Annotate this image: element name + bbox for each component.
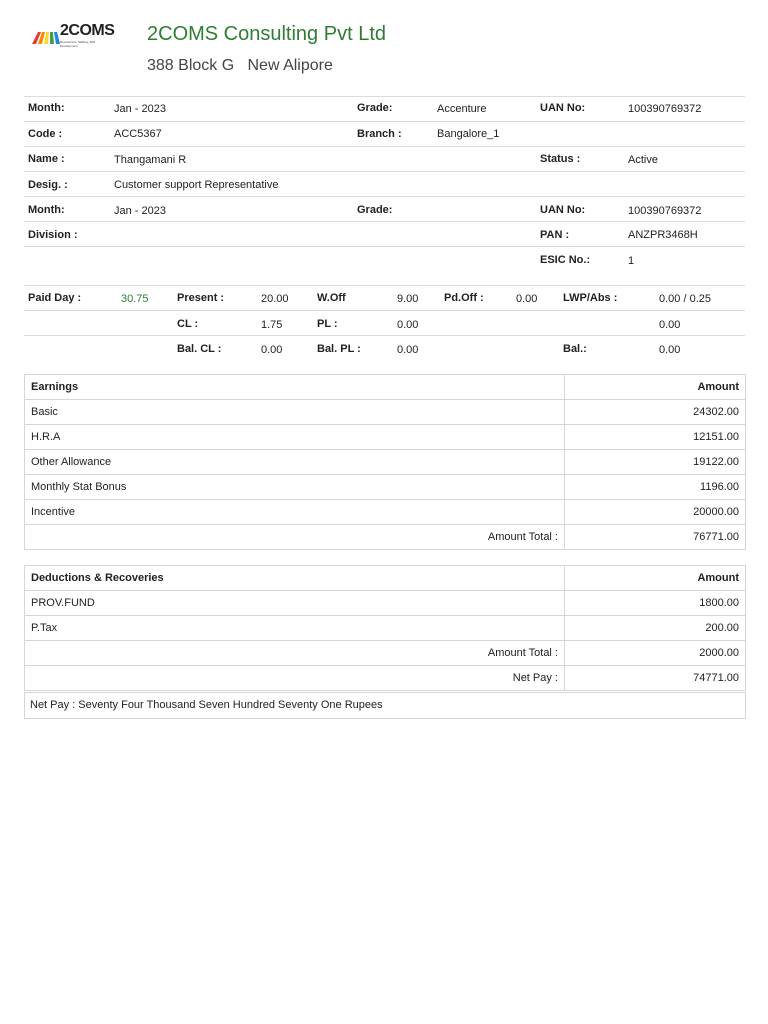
paid-day-label: Paid Day : — [28, 292, 82, 304]
month2-label: Month: — [28, 204, 65, 216]
month-label: Month: — [28, 102, 65, 114]
balcl-value: 0.00 — [261, 344, 283, 356]
deductions-header: Deductions & Recoveries — [25, 566, 565, 591]
pl-label: PL : — [317, 318, 338, 330]
desig-value: Customer support Representative — [114, 179, 279, 191]
attendance-row-3 — [24, 335, 745, 361]
info-row-desig — [24, 171, 745, 197]
status-label: Status : — [540, 153, 581, 165]
code-label: Code : — [28, 128, 63, 140]
table-row — [25, 425, 746, 450]
deduction-name: P.Tax — [25, 616, 565, 641]
pl-value: 0.00 — [397, 319, 419, 331]
table-row — [25, 400, 746, 425]
deductions-total-row — [25, 641, 746, 666]
info-row-name — [24, 146, 745, 172]
table-row — [25, 591, 746, 616]
table-row — [25, 475, 746, 500]
earning-name: Incentive — [25, 500, 565, 525]
pan-label: PAN : — [540, 229, 570, 241]
grade2-label: Grade: — [357, 204, 393, 216]
net-pay-row — [25, 666, 746, 691]
earning-amount: 1196.00 — [565, 475, 746, 500]
deduction-amount: 1800.00 — [565, 591, 746, 616]
earning-amount: 20000.00 — [565, 500, 746, 525]
deductions-amount-header: Amount — [565, 566, 746, 591]
uan-value: 100390769372 — [628, 103, 702, 115]
desig-label: Desig. : — [28, 179, 68, 191]
info-row-division — [24, 221, 745, 247]
uan-label: UAN No: — [540, 102, 586, 114]
lwp-label: LWP/Abs : — [563, 292, 618, 304]
logo-tagline: Recruitment, Staffing, Skill Development — [60, 40, 96, 48]
earnings-total-label: Amount Total : — [25, 525, 565, 550]
earning-name: Basic — [25, 400, 565, 425]
woff-value: 9.00 — [397, 293, 419, 305]
pdoff-label: Pd.Off : — [444, 292, 484, 304]
deductions-total-value: 2000.00 — [565, 641, 746, 666]
earnings-header: Earnings — [25, 375, 565, 400]
uan2-label: UAN No: — [540, 204, 586, 216]
uan2-value: 100390769372 — [628, 205, 702, 217]
cl-value: 1.75 — [261, 319, 283, 331]
earnings-total-value: 76771.00 — [565, 525, 746, 550]
earning-amount: 12151.00 — [565, 425, 746, 450]
deductions-total-label: Amount Total : — [25, 641, 565, 666]
deductions-header-row — [25, 566, 746, 591]
earning-amount: 19122.00 — [565, 450, 746, 475]
earning-name: Monthly Stat Bonus — [25, 475, 565, 500]
table-row — [25, 450, 746, 475]
logo-text: 2COMS — [60, 22, 115, 39]
earnings-table — [24, 374, 746, 550]
table-row — [25, 616, 746, 641]
present-value: 20.00 — [261, 293, 289, 305]
logo-mark-icon — [30, 24, 60, 46]
pan-value: ANZPR3468H — [628, 229, 698, 241]
company-name: 2COMS Consulting Pvt Ltd — [147, 23, 386, 45]
grade-label: Grade: — [357, 102, 393, 114]
present-label: Present : — [177, 292, 225, 304]
table-row — [25, 500, 746, 525]
header — [0, 0, 768, 90]
lwp-value: 0.00 / 0.25 — [659, 293, 711, 305]
branch-value: Bangalore_1 — [437, 128, 500, 140]
info-row-esic — [24, 246, 745, 285]
extra-value: 0.00 — [659, 319, 681, 331]
info-row-month — [24, 96, 745, 122]
balcl-label: Bal. CL : — [177, 343, 222, 355]
bal-value: 0.00 — [659, 344, 681, 356]
company-address: 388 Block G New Alipore — [147, 57, 333, 74]
earnings-header-row — [25, 375, 746, 400]
cl-label: CL : — [177, 318, 199, 330]
name-label: Name : — [28, 153, 65, 165]
attendance-row-2 — [24, 310, 745, 336]
pdoff-value: 0.00 — [516, 293, 538, 305]
info-row-code — [24, 121, 745, 147]
earning-amount: 24302.00 — [565, 400, 746, 425]
earning-name: H.R.A — [25, 425, 565, 450]
info-row-month-2 — [24, 196, 745, 222]
status-value: Active — [628, 154, 658, 166]
net-pay-words: Net Pay : Seventy Four Thousand Seven Hundred Seventy One Rupees — [30, 699, 383, 711]
balpl-label: Bal. PL : — [317, 343, 361, 355]
branch-label: Branch : — [357, 128, 402, 140]
company-logo — [30, 20, 115, 50]
bal-label: Bal.: — [563, 343, 587, 355]
earning-name: Other Allowance — [25, 450, 565, 475]
net-pay-value: 74771.00 — [565, 666, 746, 691]
deductions-table — [24, 565, 746, 691]
name-value: Thangamani R — [114, 154, 187, 166]
net-pay-label: Net Pay : — [25, 666, 565, 691]
earnings-total-row — [25, 525, 746, 550]
paid-day-value: 30.75 — [121, 293, 149, 305]
grade-value: Accenture — [437, 103, 487, 115]
balpl-value: 0.00 — [397, 344, 419, 356]
net-pay-words-box — [24, 692, 746, 719]
division-label: Division : — [28, 229, 78, 241]
month-value: Jan - 2023 — [114, 103, 166, 115]
month2-value: Jan - 2023 — [114, 205, 166, 217]
code-value: ACC5367 — [114, 128, 162, 140]
deduction-amount: 200.00 — [565, 616, 746, 641]
earnings-amount-header: Amount — [565, 375, 746, 400]
esic-value: 1 — [628, 255, 635, 267]
woff-label: W.Off — [317, 292, 346, 304]
esic-label: ESIC No.: — [540, 254, 591, 266]
attendance-row-1 — [24, 285, 745, 311]
deduction-name: PROV.FUND — [25, 591, 565, 616]
